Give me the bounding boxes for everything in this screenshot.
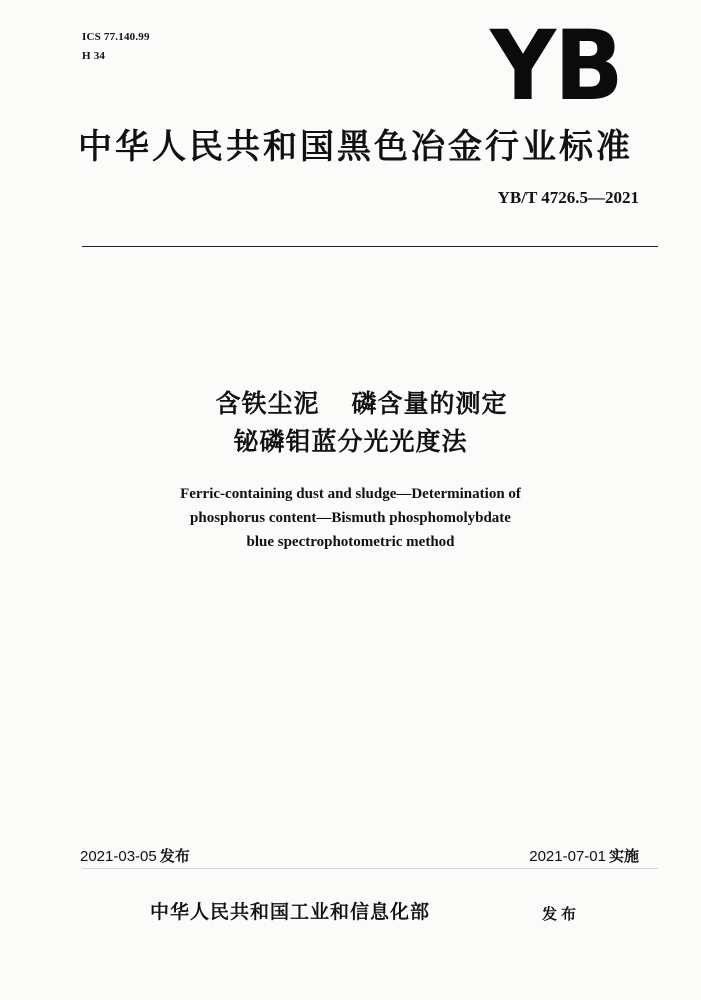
header-divider (82, 246, 658, 247)
implementation-date-value: 2021-07-01 (529, 848, 606, 865)
english-title-line-3: blue spectrophotometric method (246, 534, 455, 550)
issue-date (80, 846, 190, 867)
english-title-line-2: phosphorus content—Bismuth phosphomolybdate (190, 510, 511, 526)
implementation-date (529, 846, 639, 867)
classification-block (82, 28, 150, 66)
publisher-name: 中华人民共和国工业和信息化部 (150, 901, 431, 923)
ics-code: ICS 77.140.99 (82, 31, 150, 43)
classification-code: H 34 (82, 50, 106, 62)
issue-date-value: 2021-03-05 (80, 848, 157, 865)
implementation-date-label: 实施 (608, 847, 639, 865)
chinese-title-part-1: 含铁尘泥 (215, 389, 320, 418)
english-title (0, 482, 701, 554)
chinese-title-line-2: 铋磷钼蓝分光光度法 (233, 427, 468, 456)
issue-date-label: 发布 (159, 847, 190, 865)
chinese-title-part-2: 磷含量的测定 (351, 389, 508, 418)
organization-title: 中华人民共和国黑色冶金行业标准 (78, 127, 633, 167)
footer-divider (82, 868, 658, 869)
standard-number: YB/T 4726.5—2021 (497, 188, 639, 207)
english-title-line-1: Ferric-containing dust and sludge—Determination of (180, 486, 521, 502)
chinese-title (0, 385, 701, 461)
chinese-title-line-1 (0, 385, 701, 423)
yb-logo: YB (490, 10, 622, 122)
publish-label: 发布 (542, 905, 581, 923)
